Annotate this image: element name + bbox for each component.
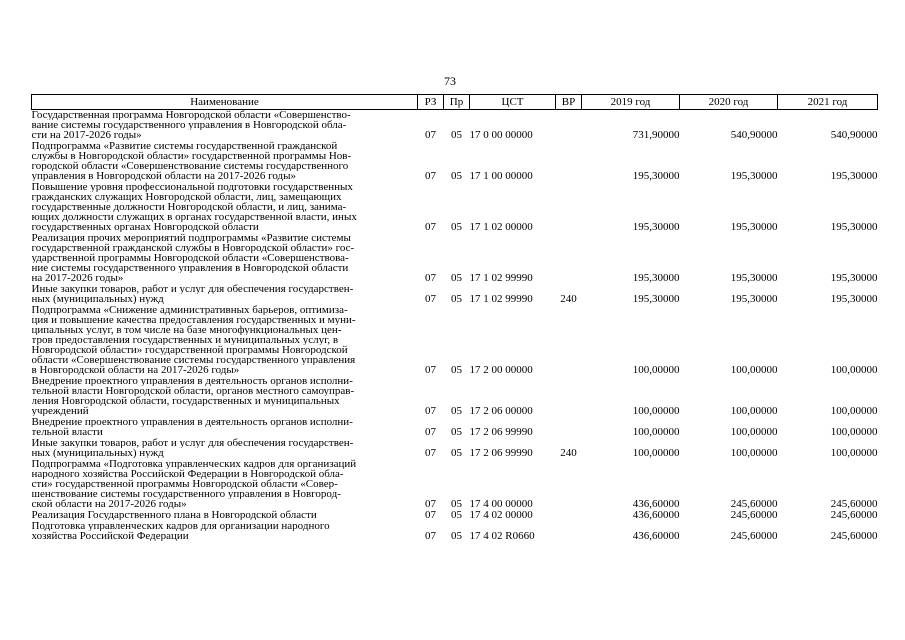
- row-name-line: городской области «Совершенствование системы государственного: [31, 161, 349, 171]
- row-name-line: Подготовка управленческих кадров для организации народного: [31, 521, 330, 531]
- header-rz: РЗ: [418, 95, 444, 110]
- row-name-line: Реализация прочих мероприятий подпрограммы «Развитие системы: [31, 233, 351, 243]
- row-name-line: сти» государственной программы Новгородской области «Совер-: [31, 479, 338, 489]
- row-name-line: Иные закупки товаров, работ и услуг для обеспечения государствен-: [31, 438, 354, 448]
- row-name-line: ных (муниципальных) нужд: [31, 294, 164, 304]
- table-row: [32, 284, 878, 305]
- row-rz: 07: [425, 447, 436, 459]
- table-row: [32, 110, 878, 142]
- header-2019: 2019 год: [582, 95, 680, 110]
- table-row: [32, 141, 878, 182]
- row-name-line: Новгородской области» государственной программы Новгородской: [31, 345, 348, 355]
- row-2021: 195,30000: [830, 170, 878, 182]
- row-name-line: ления Новгородской области, государственных и муниципальных: [31, 396, 340, 406]
- row-2019: 436,60000: [632, 530, 680, 542]
- row-vr: 240: [560, 447, 577, 459]
- row-rz: 07: [425, 293, 436, 305]
- row-pr: 05: [451, 364, 462, 376]
- row-pr: 05: [451, 447, 462, 459]
- row-name: [32, 459, 418, 510]
- row-name-line: Государственная программа Новгородской области «Совершенство-: [31, 110, 351, 120]
- header-name: Наименование: [32, 95, 418, 110]
- row-name-line: службы в Новгородской области» государственной программы Нов-: [31, 151, 352, 161]
- row-name-line: ципальных услуг, в том числе на базе многофункциональных цен-: [31, 325, 342, 335]
- row-name-line: ных (муниципальных) нужд: [31, 448, 164, 458]
- row-name-line: учреждений: [31, 406, 89, 416]
- table-body: [32, 110, 878, 543]
- row-2021: 195,30000: [830, 293, 878, 305]
- header-vr: ВР: [556, 95, 582, 110]
- row-2021: 540,90000: [830, 129, 878, 141]
- row-name-line: ющих должности служащих в органах государственной власти, иных: [31, 212, 357, 222]
- row-2019: 195,30000: [632, 170, 680, 182]
- row-2020: 100,00000: [730, 405, 778, 417]
- row-name-line: хозяйства Российской Федерации: [31, 531, 189, 541]
- row-name-line: государственной гражданской службы в Новгородской области» гос-: [31, 243, 355, 253]
- row-name-line: ской области на 2017-2026 годы»: [31, 499, 187, 509]
- row-name-line: ударственной программы Новгородской области «Совершенствова-: [31, 253, 349, 263]
- row-2020: 195,30000: [730, 293, 778, 305]
- row-2019: 100,00000: [632, 426, 680, 438]
- row-2019: 195,30000: [632, 221, 680, 233]
- row-name-line: Подпрограмма «Развитие системы государственной гражданской: [31, 141, 338, 151]
- row-2020: 100,00000: [730, 426, 778, 438]
- row-2021: 100,00000: [830, 447, 878, 459]
- table-row: [32, 510, 878, 521]
- row-name-line: Повышение уровня профессиональной подготовки государственных: [31, 182, 353, 192]
- row-2021: 245,60000: [830, 530, 878, 542]
- row-name-line: ция и повышение качества предоставления государственных и муни-: [31, 315, 356, 325]
- row-vr: [556, 521, 582, 542]
- row-rz: 07: [425, 530, 436, 542]
- row-cst: 17 4 02 R0660: [469, 530, 535, 542]
- row-2021: 100,00000: [830, 364, 878, 376]
- row-2019: 100,00000: [632, 405, 680, 417]
- row-cst: 17 1 02 00000: [469, 221, 533, 233]
- row-cst: 17 1 02 99990: [469, 272, 533, 284]
- row-cst: 17 0 00 00000: [469, 129, 533, 141]
- row-cst: 17 4 00 00000: [469, 498, 533, 510]
- table-row: [32, 521, 878, 542]
- row-name: [32, 141, 418, 182]
- row-cst: 17 2 06 99990: [469, 447, 533, 459]
- row-rz: 07: [425, 405, 436, 417]
- row-2020: 245,60000: [730, 530, 778, 542]
- row-2019: 436,60000: [632, 498, 680, 510]
- row-rz: 07: [425, 364, 436, 376]
- row-rz: 07: [425, 129, 436, 141]
- row-2020: 195,30000: [730, 221, 778, 233]
- row-pr: 05: [451, 530, 462, 542]
- header-pr: Пр: [444, 95, 470, 110]
- row-cst: 17 1 02 99990: [469, 293, 533, 305]
- header-2021: 2021 год: [778, 95, 878, 110]
- row-pr: 05: [451, 293, 462, 305]
- row-2021: 245,60000: [830, 509, 878, 521]
- row-2019: 731,90000: [632, 129, 680, 141]
- row-2020: 245,60000: [730, 498, 778, 510]
- row-vr: [556, 182, 582, 233]
- row-name-line: Реализация Государственного плана в Новгородской области: [31, 510, 317, 520]
- row-rz: 07: [425, 509, 436, 521]
- row-name-line: вание системы государственного управления в Новгородской обла-: [31, 120, 347, 130]
- row-name-line: области «Совершенствование системы государственного управления: [31, 355, 356, 365]
- row-name-line: Иные закупки товаров, работ и услуг для обеспечения государствен-: [31, 284, 354, 294]
- row-cst: 17 2 06 99990: [469, 426, 533, 438]
- row-name-line: Подпрограмма «Подготовка управленческих кадров для организаций: [31, 459, 357, 469]
- row-name-line: Внедрение проектного управления в деятельность органов исполни-: [31, 376, 353, 386]
- row-2019: 195,30000: [632, 293, 680, 305]
- row-name-line: государственные должности Новгородской области, и лиц, занима-: [31, 202, 347, 212]
- row-vr: [556, 459, 582, 510]
- table-row: [32, 459, 878, 510]
- table-header-row: [32, 95, 878, 110]
- row-name-line: Подпрограмма «Снижение административных барьеров, оптимиза-: [31, 305, 348, 315]
- row-name-line: шенствование системы государственного управления в Новгород-: [31, 489, 341, 499]
- row-2021: 100,00000: [830, 426, 878, 438]
- row-name: [32, 376, 418, 417]
- row-name-line: Внедрение проектного управления в деятельность органов исполни-: [31, 417, 353, 427]
- row-vr: [556, 141, 582, 182]
- row-rz: 07: [425, 498, 436, 510]
- row-name: [32, 438, 418, 459]
- row-pr: 05: [451, 129, 462, 141]
- table-row: [32, 417, 878, 438]
- row-vr: [556, 305, 582, 376]
- row-rz: 07: [425, 221, 436, 233]
- row-vr: 240: [560, 293, 577, 305]
- table-row: [32, 305, 878, 376]
- row-pr: 05: [451, 405, 462, 417]
- header-2020: 2020 год: [680, 95, 778, 110]
- row-name: [32, 417, 418, 438]
- row-name: [32, 305, 418, 376]
- row-name: [32, 284, 418, 305]
- row-pr: 05: [451, 426, 462, 438]
- row-rz: 07: [425, 426, 436, 438]
- row-pr: 05: [451, 170, 462, 182]
- row-2020: 100,00000: [730, 447, 778, 459]
- row-vr: [556, 510, 582, 521]
- row-name-line: на 2017-2026 годы»: [31, 273, 124, 283]
- row-name-line: гражданских служащих Новгородской области, лиц, замещающих: [31, 192, 342, 202]
- row-name-line: сти на 2017-2026 годы»: [31, 130, 142, 140]
- table-row: [32, 438, 878, 459]
- row-name-line: управления в Новгородской области на 2017-2026 годы»: [31, 171, 297, 181]
- row-2020: 195,30000: [730, 272, 778, 284]
- row-2019: 100,00000: [632, 447, 680, 459]
- row-vr: [556, 110, 582, 142]
- row-2019: 195,30000: [632, 272, 680, 284]
- table-row: [32, 182, 878, 233]
- row-name-line: тельной власти Новгородской области, органов местного самоуправ-: [31, 386, 355, 396]
- row-2020: 100,00000: [730, 364, 778, 376]
- row-name: [32, 510, 418, 521]
- row-name: [32, 233, 418, 284]
- row-name: [32, 110, 418, 142]
- row-rz: 07: [425, 170, 436, 182]
- header-cst: ЦСТ: [470, 95, 556, 110]
- row-pr: 05: [451, 221, 462, 233]
- row-2021: 195,30000: [830, 272, 878, 284]
- row-vr: [556, 376, 582, 417]
- row-cst: 17 4 02 00000: [469, 509, 533, 521]
- row-name: [32, 182, 418, 233]
- row-cst: 17 2 00 00000: [469, 364, 533, 376]
- row-2021: 195,30000: [830, 221, 878, 233]
- page-number: 73: [444, 74, 456, 88]
- row-pr: 05: [451, 509, 462, 521]
- table-row: [32, 376, 878, 417]
- table-row: [32, 233, 878, 284]
- row-pr: 05: [451, 498, 462, 510]
- row-name-line: государственных органах Новгородской области: [31, 222, 259, 232]
- row-2021: 100,00000: [830, 405, 878, 417]
- row-name: [32, 521, 418, 542]
- row-2021: 245,60000: [830, 498, 878, 510]
- row-pr: 05: [451, 272, 462, 284]
- row-name-line: тельной власти: [31, 427, 103, 437]
- row-cst: 17 2 06 00000: [469, 405, 533, 417]
- row-name-line: ние системы государственного управления в Новгородской области: [31, 263, 349, 273]
- row-vr: [556, 417, 582, 438]
- budget-table: [31, 94, 878, 542]
- row-2020: 540,90000: [730, 129, 778, 141]
- row-cst: 17 1 00 00000: [469, 170, 533, 182]
- row-rz: 07: [425, 272, 436, 284]
- row-name-line: народного хозяйства Российской Федерации в Новгородской обла-: [31, 469, 344, 479]
- row-2019: 100,00000: [632, 364, 680, 376]
- row-vr: [556, 233, 582, 284]
- row-name-line: в Новгородской области на 2017-2026 годы»: [31, 365, 240, 375]
- row-2020: 195,30000: [730, 170, 778, 182]
- row-2020: 245,60000: [730, 509, 778, 521]
- row-2019: 436,60000: [632, 509, 680, 521]
- row-name-line: тров предоставления государственных и муниципальных услуг, в: [31, 335, 339, 345]
